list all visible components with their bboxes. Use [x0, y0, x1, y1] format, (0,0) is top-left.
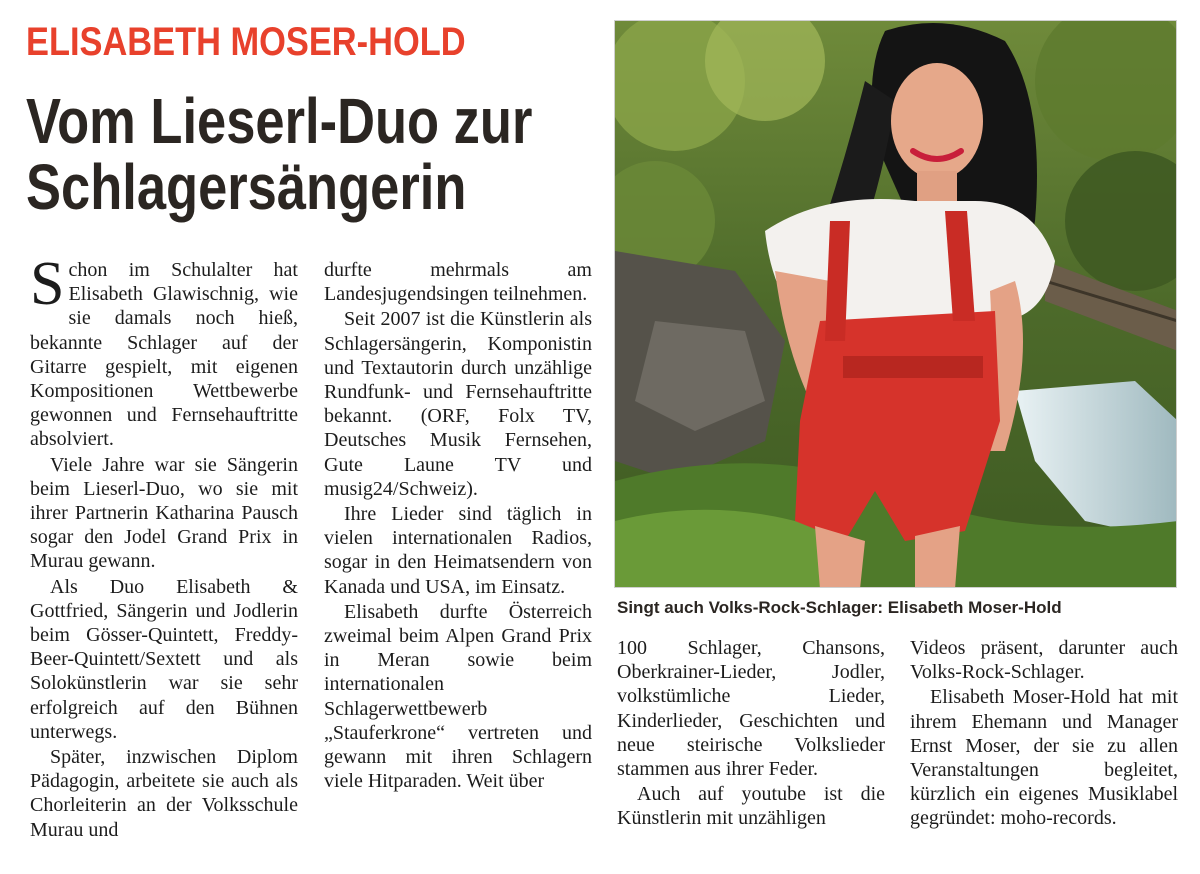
article-photo [614, 20, 1177, 588]
photo-illustration [615, 21, 1177, 588]
text-column-2 [324, 258, 592, 793]
text-column-1 [30, 250, 298, 842]
paragraph: Später, inzwischen Diplom Pädagogin, arbeitete sie auch als Chorleiterin an der Volksschule Murau und [30, 746, 298, 841]
text-column-3 [617, 636, 885, 831]
paragraph: Viele Jahre war sie Sängerin beim Lieserl-Duo, wo sie mit ihrer Partnerin Katharina Pausch sogar den Jodel Grand Prix in Murau gewann. [30, 453, 298, 573]
photo-caption: Singt auch Volks-Rock-Schlager: Elisabeth Moser-Hold [617, 598, 1062, 617]
paragraph: Ihre Lieder sind täglich in vielen internationalen Radios, sogar in den Heimatsendern von Kanada und USA, im Einsatz. [324, 503, 592, 598]
drop-cap: S [30, 250, 65, 318]
paragraph [30, 250, 298, 452]
paragraph: Elisabeth durfte Österreich zweimal beim Alpen Grand Prix in Meran sowie beim internationalen Schlagerwettbewerb „Stauferkrone“ vertreten und gewann mit ihren Schlagern viele Hitparaden. Weit über [324, 600, 592, 793]
paragraph: Als Duo Elisabeth & Gottfried, Sängerin und Jodlerin beim Gösser-Quintett, Freddy-Beer-Quintett/Sextett und als Solokünstlerin war sie sehr erfolgreich auf den Bühnen unterwegs. [30, 575, 298, 743]
paragraph-text: chon im Schulalter hat Elisabeth Glawischnig, wie sie damals noch hieß, bekannte Schlager auf der Gitarre gespielt, mit eigenen Kompositionen Wettbewerbe gewonnen und Fernsehauftritte absolviert. [30, 259, 298, 451]
text-column-4 [910, 636, 1178, 831]
paragraph: Videos präsent, darunter auch Volks-Rock-Schlager. [910, 637, 1178, 684]
paragraph: Auch auf youtube ist die Künstlerin mit unzähligen [617, 783, 885, 830]
article-headline: Vom Lieserl-Duo zur Schlagersängerin [26, 85, 533, 223]
paragraph: durfte mehrmals am Landesjugendsingen teilnehmen. [324, 259, 592, 306]
article-kicker: ELISABETH MOSER-HOLD [26, 20, 466, 64]
paragraph: Elisabeth Moser-Hold hat mit ihrem Ehemann und Manager Ernst Moser, der sie zu allen Veranstaltungen begleitet, kürzlich ein eigenes Musiklabel gegründet: moho-records. [910, 686, 1178, 830]
paragraph: Seit 2007 ist die Künstlerin als Schlagersängerin, Komponistin und Textautorin durch unzählige Rundfunk- und Fernsehauftritte bekannt. (ORF, Folx TV, Deutsches Musik Fernsehen, Gute Laune TV und musig24/Schweiz). [324, 308, 592, 500]
paragraph: 100 Schlager, Chansons, Oberkrainer-Lieder, Jodler, volkstümliche Lieder, Kinderlieder, Geschichten und neue steirische Volkslieder stammen aus ihrer Feder. [617, 637, 885, 781]
